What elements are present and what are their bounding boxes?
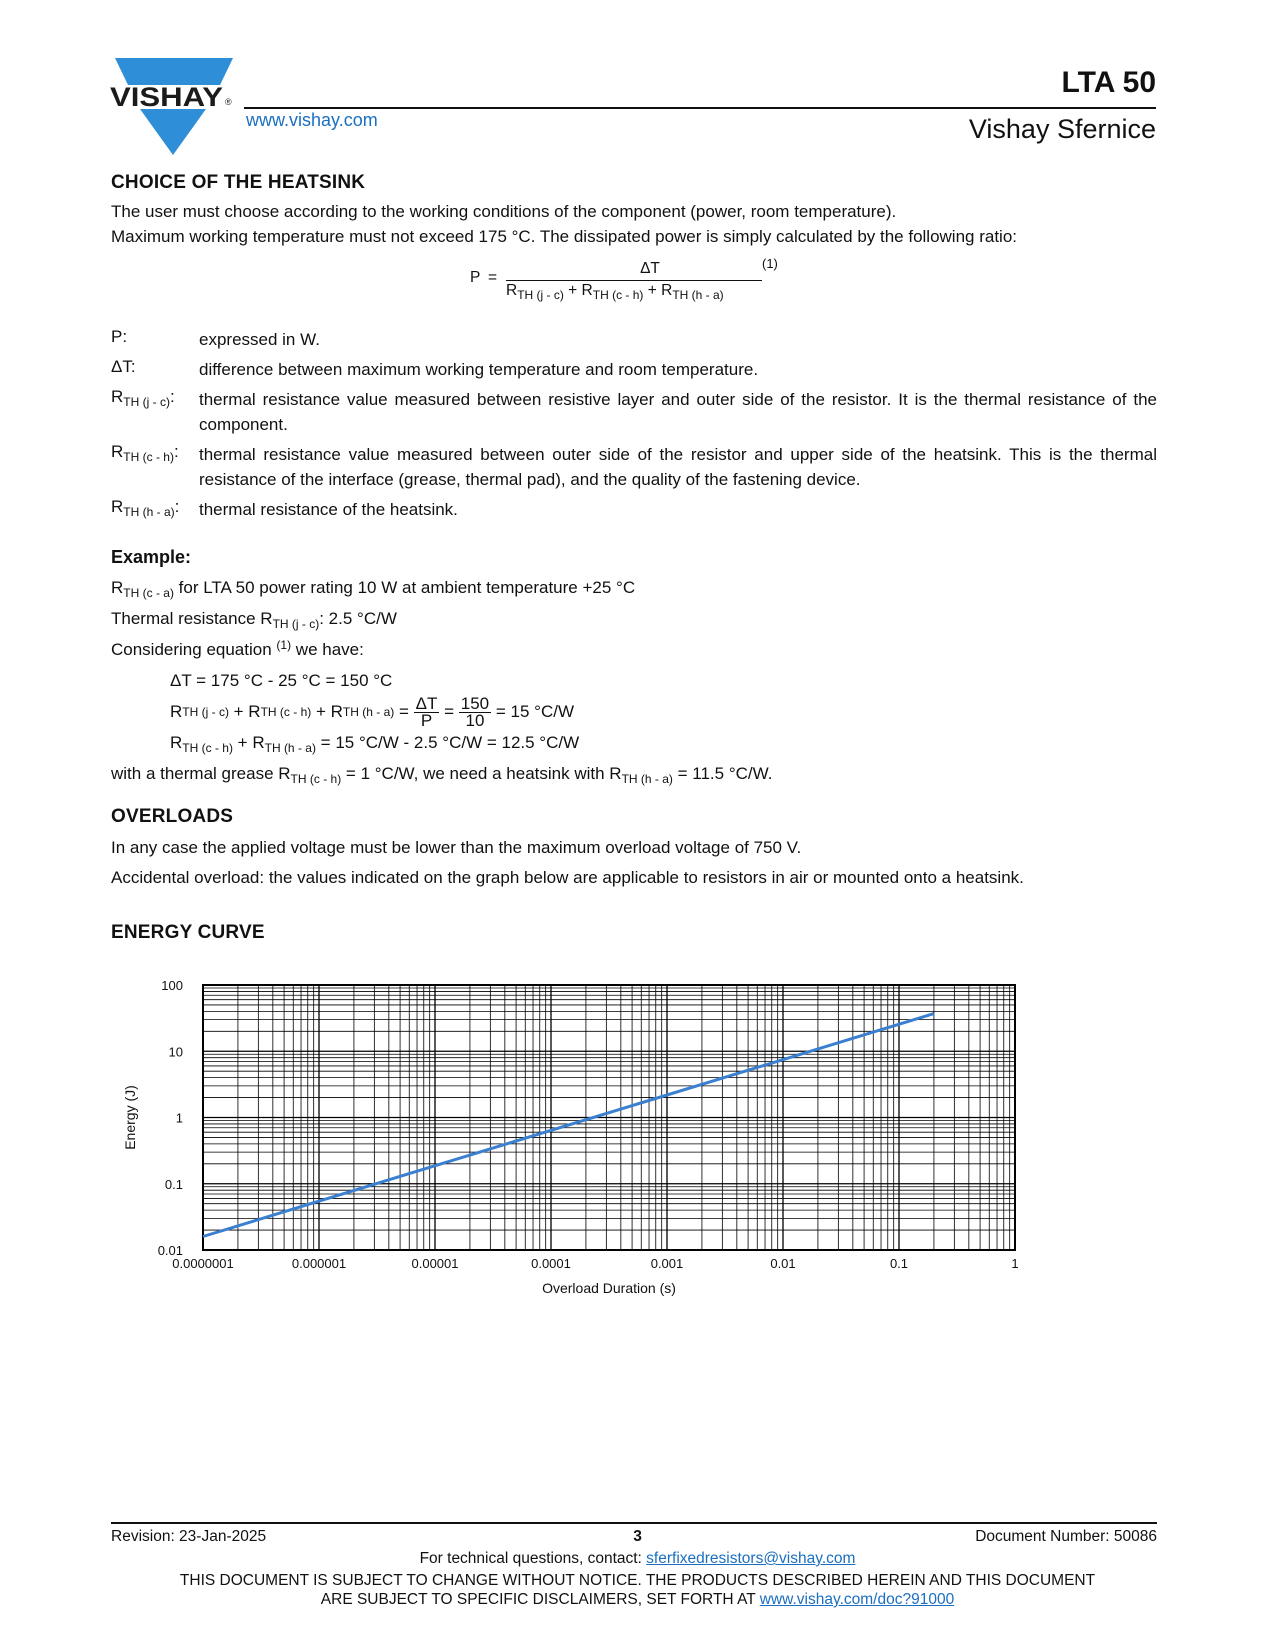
heatsink-paragraph-2: Maximum working temperature must not exceed 175 °C. The dissipated power is simply calculated by the following ratio: [111,227,1018,246]
definition-desc-p: expressed in W. [199,330,320,349]
formula-numerator: ΔT [640,260,660,277]
footer-disclaimer-2: ARE SUBJECT TO SPECIFIC DISCLAIMERS, SET FORTH AT www.vishay.com/doc?91000 [320,1591,955,1608]
y-tick-label: 10 [168,1044,183,1060]
definition-term-rth-ch: $R_{TH (c - h)}$: [111,442,179,464]
disclaimer-link[interactable]: www.vishay.com/doc?91000 [759,1591,955,1608]
x-tick-label: 0.0000001 [172,1256,234,1271]
y-tick-label: 1 [175,1110,183,1126]
y-tick-labels [158,978,183,1258]
definition-term-rth-ha: $R_{TH (h - a)}$: [111,497,180,519]
formula-denominator: $R_{TH (j - c)} + R_{TH (c - h)} + R_{TH (h - a)}$ [506,282,724,302]
delta-t-over-p: $\frac{\Delta T}{P}$ [415,693,438,730]
x-tick-label: 0.0001 [531,1256,571,1271]
footer-disclaimer-1: THIS DOCUMENT IS SUBJECT TO CHANGE WITHOUT NOTICE. THE PRODUCTS DESCRIBED HEREIN AND THIS DOCUMENT [179,1572,1096,1589]
x-tick-label: 1 [1011,1256,1019,1271]
energy-curve-heading: ENERGY CURVE [111,922,265,943]
header-rule [244,107,1156,109]
contact-email-link[interactable]: sferfixedresistors@vishay.com [646,1550,856,1567]
x-tick-label: 0.000001 [291,1256,347,1271]
150-over-10: $\frac{150}{10}$ [460,693,490,730]
definition-term-delta-t: ΔT: [111,357,136,376]
example-equation-1: ΔT = 175 °C - 25 °C = 150 °C [170,671,393,690]
heatsink-paragraph-1: The user must choose according to the working conditions of the component (power, room temperature). [111,202,897,221]
definition-desc-delta-t: difference between maximum working temperature and room temperature. [199,360,759,379]
example-line-2: Thermal resistance $R_{TH (j - c)}$: 2.5 °C/W [111,609,397,631]
logo-registered: ® [225,97,232,107]
example-line-3: Considering equation $^{(1)}$ we have: [111,638,364,659]
formula-equals: = [488,269,498,286]
x-axis-label: Overload Duration (s) [542,1280,676,1296]
y-tick-label: 0.1 [164,1176,183,1192]
definition-term-p: P: [111,327,128,346]
website-link[interactable]: www.vishay.com [246,110,378,130]
vishay-logo [110,57,238,157]
example-heading: Example: [111,547,192,567]
page-subtitle: Vishay Sfernice [968,114,1156,144]
footer-page-number: 3 [633,1528,642,1545]
y-tick-label: 100 [161,978,183,993]
overloads-heading: OVERLOADS [111,806,234,827]
example-conclusion: with a thermal grease $R_{TH (c - h)} = 1$ °C/W, we need a heatsink with $R_{TH (h - a)} = 11.5$ °C/W. [111,764,773,786]
page-title: LTA 50 [1061,66,1156,99]
x-tick-label: 0.1 [889,1256,909,1271]
x-tick-label: 0.01 [770,1256,796,1271]
logo-text: VISHAY [110,82,223,112]
footer-contact: For technical questions, contact: sferfixedresistors@vishay.com [419,1550,856,1567]
y-axis-label: Energy (J) [122,1085,138,1150]
heatsink-heading: CHOICE OF THE HEATSINK [111,172,366,193]
overloads-paragraph-2: Accidental overload: the values indicated on the graph below are applicable to resistors in air or mounted onto a heatsink. [111,868,1024,887]
formula-reference: (1) [762,256,778,271]
logo-triangle-top [115,58,233,85]
y-tick-label: 0.01 [157,1243,183,1258]
definition-term-rth-jc: $R_{TH (j - c)}$: [111,387,175,409]
example-equation-3: $R_{TH (c - h)} + R_{TH (h - a)} = 15$ °C/W - 2.5 °C/W = 12.5 °C/W [170,733,580,755]
energy-series-line [203,1014,934,1237]
logo-triangle-bottom [140,109,206,155]
example-line-1: $R_{TH (c - a)}$ for LTA 50 power rating 10 W at ambient temperature +25 °C [111,578,636,600]
footer-revision: Revision: 23-Jan-2025 [111,1528,267,1545]
x-tick-labels [172,1256,1018,1271]
example-equation-2: R TH (j - c) + R TH (c - h) + R TH (h - a) = $\frac{\Delta T}{P}$ = $\frac{150}{10}$ = 15 °C/W [170,693,574,730]
definition-desc-rth-jc: thermal resistance value measured between resistive layer and outer side of the resistor. It is the thermal resistance of the component. [199,390,1157,434]
definition-desc-rth-ch: thermal resistance value measured between outer side of the resistor and upper side of the heatsink. This is the thermal resistance of the interface (grease, thermal pad), and the quality of the fastening device. [199,445,1157,489]
overloads-paragraph-1: In any case the applied voltage must be lower than the maximum overload voltage of 750 V. [111,838,802,857]
x-tick-label: 0.001 [650,1256,684,1271]
footer-rule [111,1522,1157,1524]
definition-desc-rth-ha: thermal resistance of the heatsink. [199,500,458,519]
footer-document-number: Document Number: 50086 [975,1528,1157,1545]
formula-lhs: P [470,269,481,286]
energy-curve-chart [115,965,1075,1315]
x-tick-label: 0.00001 [411,1256,459,1271]
